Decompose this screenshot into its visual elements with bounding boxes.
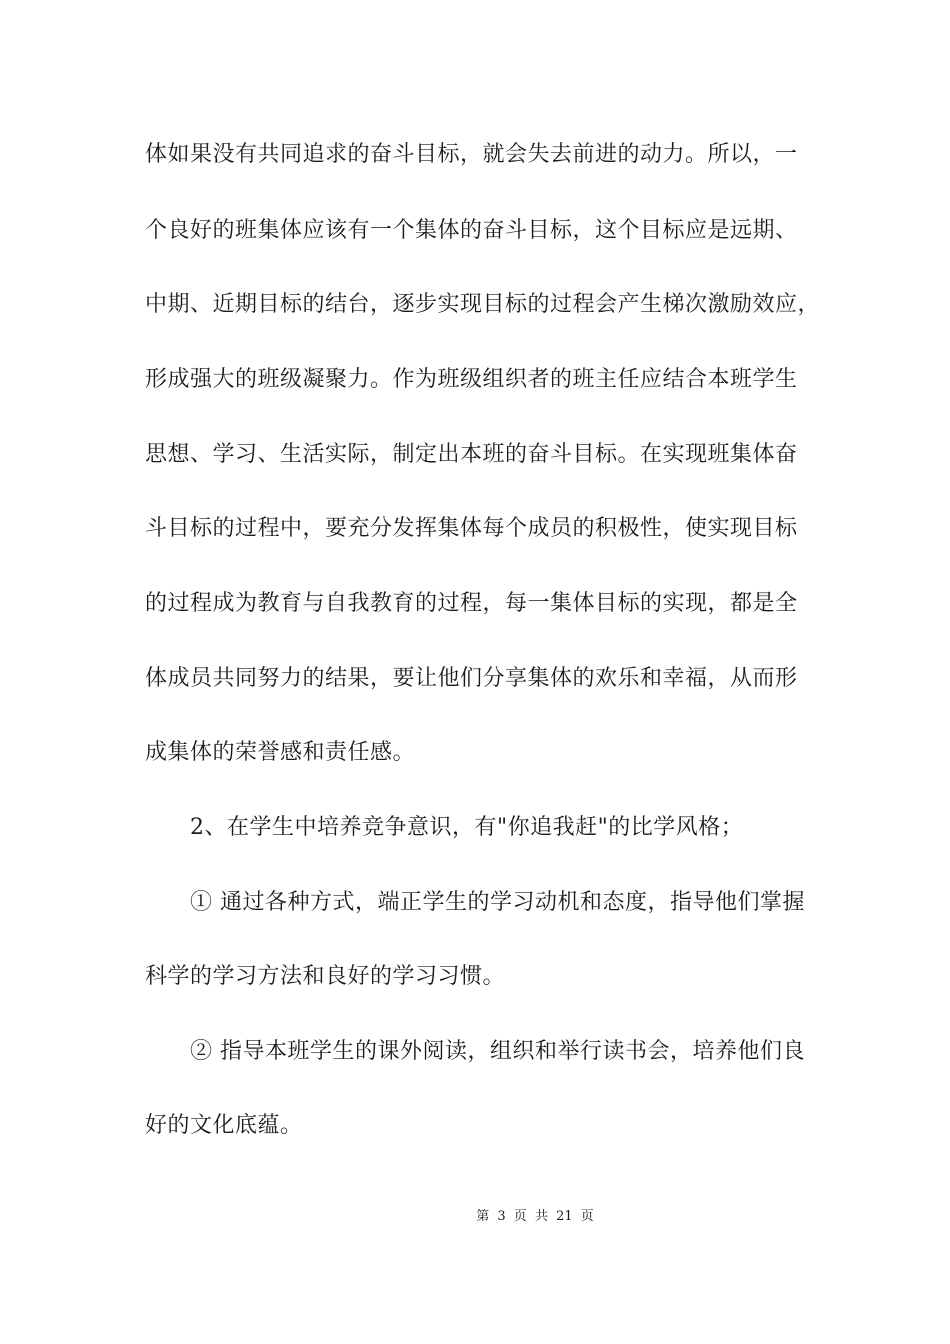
- paragraph-line: 体如果没有共同追求的奋斗目标，就会失去前进的动力。所以，一: [145, 142, 798, 167]
- list-item-line: 科学的学习方法和良好的学习习惯。: [145, 964, 506, 989]
- paragraph-line: 体成员共同努力的结果，要让他们分享集体的欢乐和幸福，从而形: [145, 666, 798, 691]
- page-footer: [0, 1208, 950, 1226]
- footer-label-suffix: 页: [580, 1209, 594, 1224]
- paragraph-line: 中期、近期目标的结台，逐步实现目标的过程会产生梯次激励效应，: [145, 292, 821, 317]
- footer-current-page: 3: [497, 1209, 506, 1224]
- list-item-line: 好的文化底蕴。: [145, 1113, 303, 1138]
- paragraph-line: 形成强大的班级凝聚力。作为班级组织者的班主任应结合本班学生: [145, 367, 798, 392]
- footer-label-total: 共: [534, 1209, 548, 1224]
- paragraph-line: 个良好的班集体应该有一个集体的奋斗目标，这个目标应是远期、: [145, 218, 798, 243]
- footer-label-prefix: 第: [476, 1209, 490, 1224]
- paragraph-line: 成集体的荣誉感和责任感。: [145, 740, 416, 765]
- footer-label-page: 页: [513, 1209, 527, 1224]
- paragraph-line: 思想、学习、生活实际，制定出本班的奋斗目标。在实现班集体奋: [145, 442, 798, 467]
- list-item-line: ① 通过各种方式，端正学生的学习动机和态度，指导他们掌握: [145, 890, 805, 915]
- list-heading-line: 2、在学生中培养竞争意识，有"你追我赶"的比学风格；: [145, 815, 744, 840]
- paragraph-line: 的过程成为教育与自我教育的过程，每一集体目标的实现，都是全: [145, 591, 798, 616]
- list-item-line: ② 指导本班学生的课外阅读，组织和举行读书会，培养他们良: [145, 1039, 805, 1064]
- paragraph-line: 斗目标的过程中，要充分发挥集体每个成员的积极性，使实现目标: [145, 516, 798, 541]
- footer-total-pages: 21: [556, 1209, 573, 1224]
